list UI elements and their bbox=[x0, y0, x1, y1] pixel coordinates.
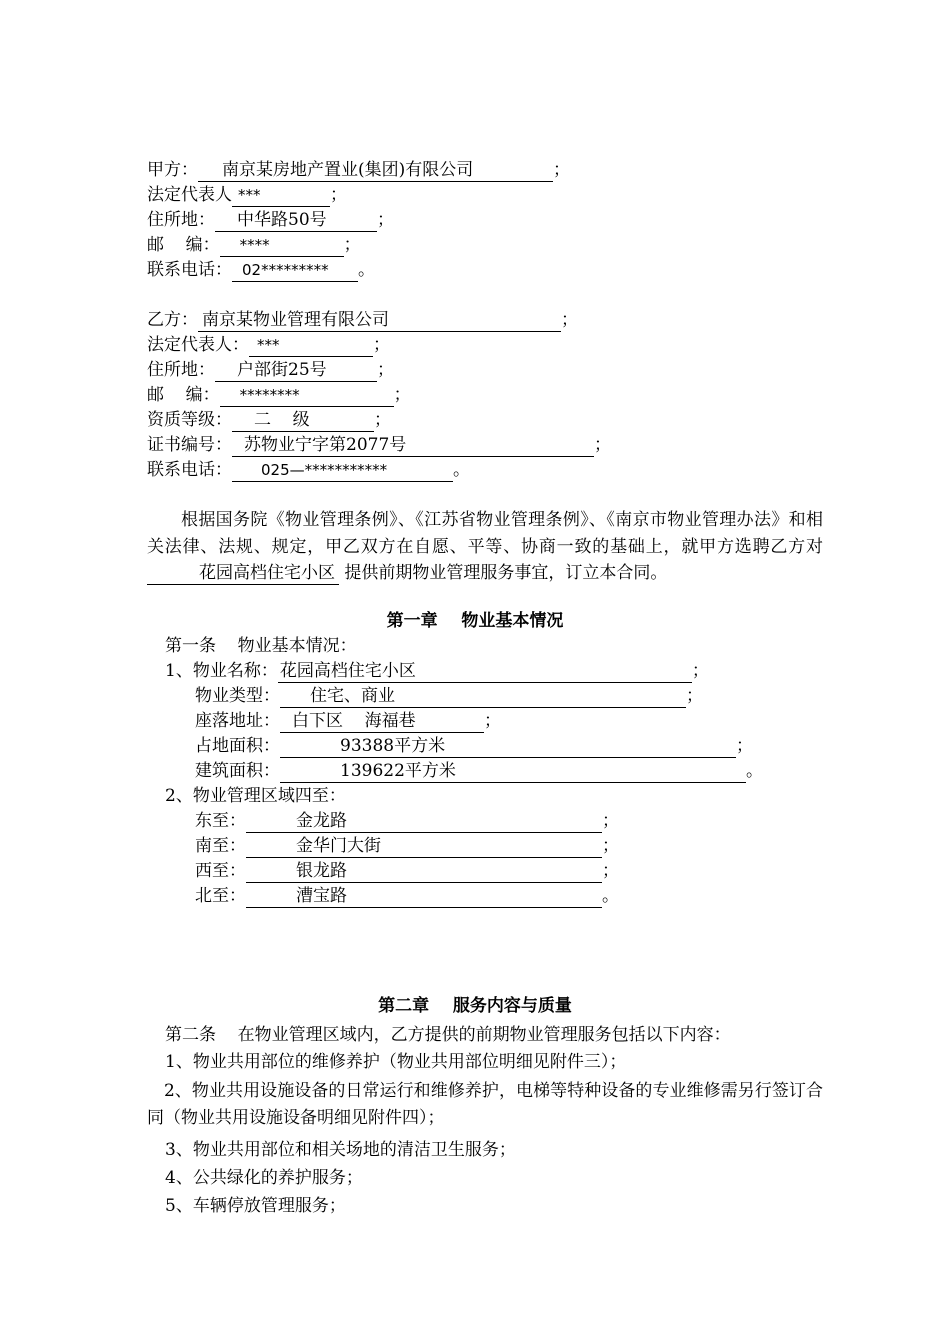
building-area-value: 139622平方米 bbox=[280, 761, 746, 783]
land-area-value: 93388平方米 bbox=[280, 736, 736, 758]
article-2: 第二条 在物业管理区域内，乙方提供的前期物业管理服务包括以下内容： bbox=[165, 1025, 731, 1045]
intro-text-1: 根据国务院《物业管理条例》、《江苏省物业管理条例》、《南京市物业管理办法》和相关法律、法规、规定，甲乙双方在自愿、平等、协商一致的基础上，就甲方选聘乙方对 bbox=[147, 510, 823, 557]
property-name-label: 1、物业名称： bbox=[165, 661, 278, 681]
service-item-3: 3、物业共用部位和相关场地的清洁卫生服务； bbox=[165, 1140, 516, 1160]
party-b-cert-label: 证书编号： bbox=[147, 435, 232, 455]
north-value: 漕宝路 bbox=[246, 886, 602, 908]
punct: ； bbox=[374, 410, 391, 430]
punct: ； bbox=[602, 811, 619, 831]
party-b-zip-label: 邮 编： bbox=[147, 385, 220, 405]
property-name-line bbox=[165, 659, 709, 683]
punct: ； bbox=[373, 335, 390, 355]
punct: ； bbox=[686, 686, 703, 706]
intro-paragraph bbox=[147, 507, 823, 587]
punct: ； bbox=[594, 435, 611, 455]
chapter-1-title: 第一章 物业基本情况 bbox=[386, 611, 564, 631]
party-a-label: 甲方： bbox=[147, 160, 198, 180]
north-label: 北至： bbox=[195, 886, 246, 906]
party-a-zip-label: 邮 编： bbox=[147, 235, 220, 255]
punct: 。 bbox=[746, 761, 763, 781]
land-area-line bbox=[195, 734, 753, 758]
party-b-name-line bbox=[147, 308, 578, 332]
punct: 。 bbox=[602, 886, 619, 906]
east-label: 东至： bbox=[195, 811, 246, 831]
punct: ； bbox=[553, 160, 570, 180]
property-type-label: 物业类型： bbox=[195, 686, 280, 706]
property-type-value: 住宅、商业 bbox=[280, 686, 686, 708]
party-a-rep-label: 法定代表人 bbox=[147, 185, 232, 205]
party-b-zip: ******** bbox=[220, 385, 394, 407]
service-item-4: 4、公共绿化的养护服务； bbox=[165, 1168, 363, 1188]
party-a-zip-line bbox=[147, 233, 361, 257]
party-b-cert-line bbox=[147, 433, 611, 457]
west-label: 西至： bbox=[195, 861, 246, 881]
punct: ； bbox=[602, 836, 619, 856]
party-a-addr-line bbox=[147, 208, 394, 232]
article-1: 第一条 物业基本情况： bbox=[165, 636, 357, 656]
party-a-tel-label: 联系电话： bbox=[147, 260, 232, 280]
party-b-name: 南京某物业管理有限公司 bbox=[198, 310, 561, 332]
party-a-name: 南京某房地产置业(集团)有限公司 bbox=[198, 160, 553, 182]
punct: ； bbox=[377, 360, 394, 380]
party-b-addr-line bbox=[147, 358, 394, 382]
property-location-value: 白下区 海福巷 bbox=[280, 711, 484, 733]
party-b-grade-line bbox=[147, 408, 391, 432]
punct: 。 bbox=[453, 460, 470, 480]
south-value: 金华门大街 bbox=[246, 836, 602, 858]
punct: ； bbox=[691, 661, 709, 681]
party-b-addr-label: 住所地： bbox=[147, 360, 215, 380]
property-location-label: 座落地址： bbox=[195, 711, 280, 731]
building-area-label: 建筑面积： bbox=[195, 761, 280, 781]
boundary-heading: 2、物业管理区域四至： bbox=[165, 786, 346, 806]
north-boundary-line bbox=[195, 884, 619, 908]
east-boundary-line bbox=[195, 809, 619, 833]
punct: ； bbox=[736, 736, 753, 756]
intro-project: 花园高档住宅小区 bbox=[147, 563, 339, 585]
party-b-tel-line bbox=[147, 458, 470, 482]
south-label: 南至： bbox=[195, 836, 246, 856]
south-boundary-line bbox=[195, 834, 619, 858]
property-name-value: 花园高档住宅小区 bbox=[278, 661, 692, 683]
party-b-zip-line bbox=[147, 383, 411, 407]
property-type-line bbox=[195, 684, 703, 708]
party-a-tel: 02********* bbox=[232, 260, 358, 282]
building-area-line bbox=[195, 759, 763, 783]
party-b-cert: 苏物业宁字第2077号 bbox=[232, 435, 594, 457]
party-b-tel: 025—*********** bbox=[232, 460, 453, 482]
party-b-addr: 户部街25号 bbox=[215, 360, 377, 382]
party-a-tel-line bbox=[147, 258, 375, 282]
party-a-name-line bbox=[147, 158, 570, 182]
east-value: 金龙路 bbox=[246, 811, 602, 833]
punct: ； bbox=[377, 210, 394, 230]
party-b-grade-label: 资质等级： bbox=[147, 410, 232, 430]
punct: ； bbox=[602, 861, 619, 881]
party-b-grade: 二 级 bbox=[232, 410, 374, 432]
party-b-label: 乙方： bbox=[147, 310, 198, 330]
party-a-zip: **** bbox=[220, 235, 344, 257]
west-value: 银龙路 bbox=[246, 861, 602, 883]
punct: ； bbox=[343, 235, 361, 255]
punct: 。 bbox=[358, 260, 375, 280]
service-item-2: 2、物业共用设施设备的日常运行和维修养护，电梯等特种设备的专业维修需另行签订合同（物业共用设施设备明细见附件四）； bbox=[147, 1081, 823, 1128]
party-b-rep-line bbox=[147, 333, 390, 357]
chapter-2-title: 第二章 服务内容与质量 bbox=[378, 996, 572, 1016]
intro-text-2: 提供前期物业管理服务事宜，订立本合同。 bbox=[344, 563, 668, 583]
party-a-addr-label: 住所地： bbox=[147, 210, 215, 230]
party-a-rep: *** bbox=[232, 185, 330, 207]
punct: ； bbox=[330, 185, 347, 205]
service-item-1: 1、物业共用部位的维修养护（物业共用部位明细见附件三）； bbox=[165, 1052, 627, 1072]
party-a-rep-line bbox=[147, 183, 347, 207]
west-boundary-line bbox=[195, 859, 619, 883]
party-b-tel-label: 联系电话： bbox=[147, 460, 232, 480]
party-b-rep-label: 法定代表人： bbox=[147, 335, 249, 355]
party-b-rep: *** bbox=[249, 335, 373, 357]
property-location-line bbox=[195, 709, 501, 733]
party-a-addr: 中华路50号 bbox=[215, 210, 377, 232]
punct: ； bbox=[561, 310, 578, 330]
punct: ； bbox=[484, 711, 501, 731]
land-area-label: 占地面积： bbox=[195, 736, 280, 756]
service-item-5: 5、车辆停放管理服务； bbox=[165, 1196, 346, 1216]
punct: ； bbox=[393, 385, 411, 405]
